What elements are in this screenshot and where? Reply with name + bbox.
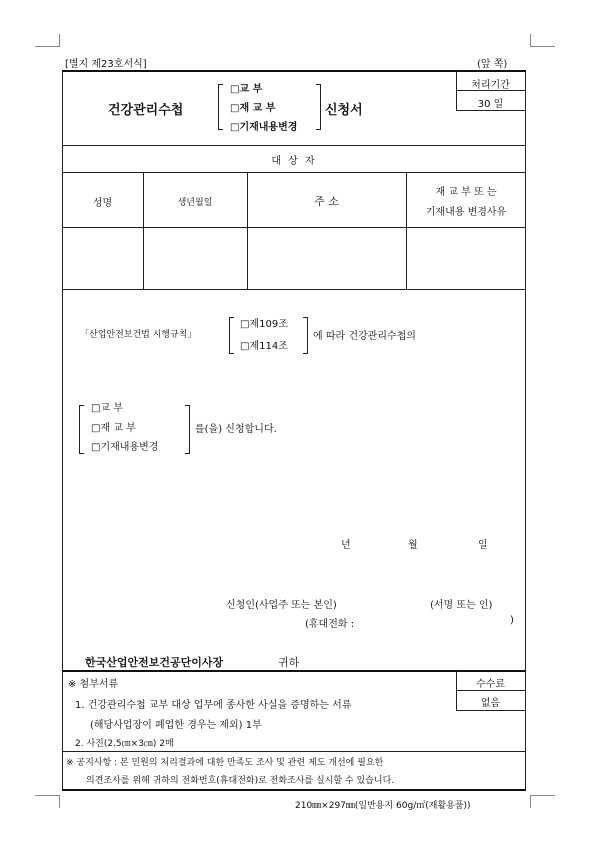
attachment-item-1-note: (해당사업장이 폐업한 경우는 제외) 1부 <box>90 720 262 731</box>
request-option-reissue: □재 교 부 <box>91 423 136 434</box>
processing-period-label: 처리기간 <box>471 80 510 91</box>
article-bracket-left <box>229 317 234 354</box>
paper-spec: 210㎜×297㎜(일반용지 60g/㎡(재활용품)) <box>295 801 471 811</box>
table-col-line <box>247 172 248 289</box>
table-line <box>62 289 526 290</box>
notice-top-line <box>62 751 526 752</box>
col-reason-header-line2: 기재내용 변경사유 <box>425 207 507 218</box>
regulation-suffix: 에 따라 건강관리수첩의 <box>313 331 416 342</box>
article-option-114: □제114조 <box>240 341 288 352</box>
page-side-label: (앞 쪽) <box>477 59 508 70</box>
request-suffix: 를(을) 신청합니다. <box>195 424 277 435</box>
col-reason-header-line1: 재 교 부 또 는 <box>435 187 497 198</box>
col-birth-header: 생년월일 <box>177 198 213 208</box>
title-suffix: 신청서 <box>325 103 363 118</box>
col-address-header: 주 소 <box>314 195 339 208</box>
fee-box-bottom <box>456 710 525 711</box>
notice-line-2: 의견조사를 위해 귀하의 전화번호(휴대전화)로 전화조사를 실시할 수 있습니다. <box>86 776 395 786</box>
applicant-label: 신청인(사업주 또는 본인) <box>226 600 337 611</box>
request-bracket-left <box>79 405 84 454</box>
table-line <box>62 227 526 228</box>
phone-label: (휴대전화 : <box>305 619 355 630</box>
fee-label: 수수료 <box>476 679 505 690</box>
title-option-change: □기재내용변경 <box>230 122 298 133</box>
title-bracket-left <box>218 84 223 130</box>
table-line <box>62 172 526 173</box>
request-bracket-right <box>185 405 190 454</box>
crop-mark <box>530 46 555 47</box>
crop-mark <box>35 46 60 47</box>
processing-period-value: 30 일 <box>477 99 504 110</box>
fee-value: 없음 <box>480 698 501 709</box>
applicant-section-label: 대 상 자 <box>271 156 317 167</box>
attachments-heading: ※ 첨부서류 <box>68 679 119 690</box>
processing-box-bottom <box>456 110 525 111</box>
col-name-header: 성명 <box>92 198 113 209</box>
notice-line-1: ※ 공지사항 : 본 민원의 처리결과에 대한 만족도 조사 및 관련 제도 개선에 필요한 <box>66 758 384 768</box>
crop-mark <box>59 34 60 47</box>
crop-mark <box>59 795 60 808</box>
table-col-line <box>143 172 144 289</box>
form-number: [별지 제23호서식] <box>65 59 147 70</box>
title-prefix: 건강관리수첩 <box>108 103 184 118</box>
recipient-suffix: 귀하 <box>278 656 300 669</box>
crop-mark <box>530 795 555 796</box>
date-year: 년 <box>341 540 351 551</box>
signature-label: (서명 또는 인) <box>430 600 493 611</box>
title-bracket-right <box>316 84 321 130</box>
request-option-change: □기재내용변경 <box>91 442 159 453</box>
regulation-name: 「산업안전보건법 시행규칙」 <box>80 330 197 340</box>
crop-mark <box>530 795 531 808</box>
crop-mark <box>35 795 60 796</box>
crop-mark <box>530 34 531 47</box>
recipient-name: 한국산업안전보건공단이사장 <box>85 656 224 669</box>
phone-close: ) <box>510 615 514 626</box>
article-bracket-right <box>303 317 308 354</box>
table-line <box>62 145 526 146</box>
attachments-right-line <box>525 671 526 790</box>
attachment-item-1: 1. 건강관리수첩 교부 대상 업무에 종사한 사실을 증명하는 서류 <box>75 700 352 711</box>
title-option-reissue: □재 교 부 <box>230 103 276 114</box>
attachments-left-line <box>62 671 63 790</box>
date-day: 일 <box>478 540 488 551</box>
attachment-item-2: 2. 사진(2.5㎝×3㎝) 2매 <box>75 739 174 749</box>
date-month: 월 <box>408 540 418 551</box>
request-option-issue: □교 부 <box>91 403 123 414</box>
title-option-issue: □교 부 <box>230 84 263 95</box>
frame-bottom <box>62 789 526 791</box>
article-option-109: □제109조 <box>240 319 288 330</box>
fee-box-divider <box>456 690 525 691</box>
